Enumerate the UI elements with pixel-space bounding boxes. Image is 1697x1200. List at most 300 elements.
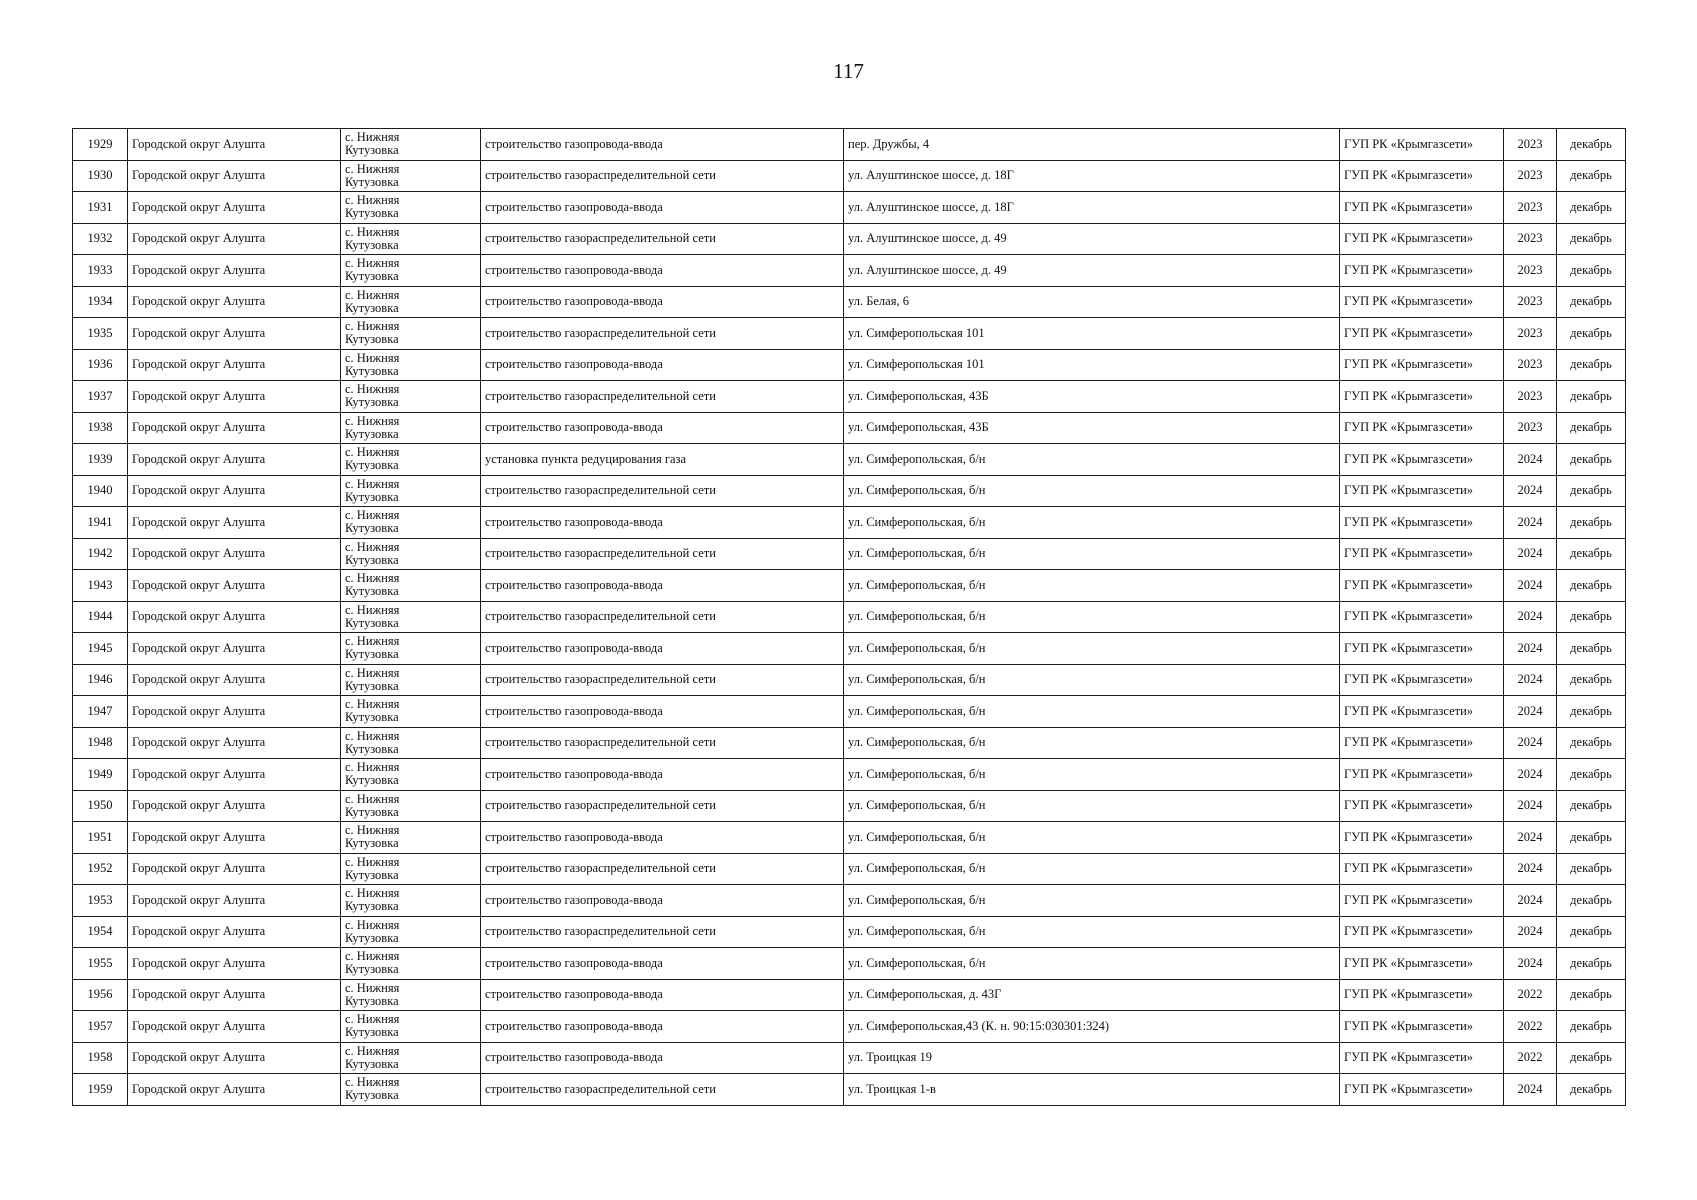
address-cell: ул. Алуштинское шоссе, д. 18Г <box>844 160 1340 192</box>
year-cell: 2022 <box>1504 1042 1557 1074</box>
address-cell: ул. Симферопольская, б/н <box>844 727 1340 759</box>
village-line: Кутузовка <box>345 552 399 567</box>
month-cell: декабрь <box>1557 1074 1626 1106</box>
month-cell: декабрь <box>1557 507 1626 539</box>
address-cell: ул. Симферопольская, б/н <box>844 507 1340 539</box>
month-cell: декабрь <box>1557 696 1626 728</box>
village-line: Кутузовка <box>345 1088 399 1103</box>
village-cell <box>341 664 481 696</box>
table-row <box>73 538 1626 570</box>
work-type-cell: строительство газораспределительной сети <box>481 916 844 948</box>
village-line: с. Нижняя <box>345 1012 400 1027</box>
district-cell: Городской округ Алушта <box>128 916 341 948</box>
village-line: Кутузовка <box>345 836 399 851</box>
work-type-cell: строительство газопровода-ввода <box>481 192 844 224</box>
village-cell <box>341 727 481 759</box>
village-line: с. Нижняя <box>345 760 400 775</box>
table-row <box>73 318 1626 350</box>
village-cell <box>341 381 481 413</box>
organization-cell: ГУП РК «Крымгазсети» <box>1340 885 1504 917</box>
organization-cell: ГУП РК «Крымгазсети» <box>1340 318 1504 350</box>
year-cell: 2023 <box>1504 160 1557 192</box>
village-line: с. Нижняя <box>345 539 400 554</box>
row-number-cell: 1939 <box>73 444 128 476</box>
village-line: Кутузовка <box>345 300 399 315</box>
village-line: Кутузовка <box>345 489 399 504</box>
address-cell: ул. Симферопольская, б/н <box>844 538 1340 570</box>
year-cell: 2024 <box>1504 727 1557 759</box>
year-cell: 2024 <box>1504 916 1557 948</box>
district-cell: Городской округ Алушта <box>128 223 341 255</box>
village-cell <box>341 538 481 570</box>
table-row <box>73 507 1626 539</box>
district-cell: Городской округ Алушта <box>128 885 341 917</box>
organization-cell: ГУП РК «Крымгазсети» <box>1340 160 1504 192</box>
village-line: с. Нижняя <box>345 413 400 428</box>
row-number-cell: 1957 <box>73 1011 128 1043</box>
district-cell: Городской округ Алушта <box>128 381 341 413</box>
district-cell: Городской округ Алушта <box>128 948 341 980</box>
village-cell <box>341 1074 481 1106</box>
year-cell: 2023 <box>1504 286 1557 318</box>
row-number-cell: 1934 <box>73 286 128 318</box>
district-cell: Городской округ Алушта <box>128 538 341 570</box>
village-cell <box>341 223 481 255</box>
organization-cell: ГУП РК «Крымгазсети» <box>1340 349 1504 381</box>
district-cell: Городской округ Алушта <box>128 192 341 224</box>
address-cell: ул. Алуштинское шоссе, д. 49 <box>844 223 1340 255</box>
row-number-cell: 1944 <box>73 601 128 633</box>
address-cell: ул. Симферопольская, б/н <box>844 601 1340 633</box>
work-type-cell: строительство газораспределительной сети <box>481 223 844 255</box>
month-cell: декабрь <box>1557 916 1626 948</box>
district-cell: Городской округ Алушта <box>128 160 341 192</box>
address-cell: ул. Симферопольская, б/н <box>844 570 1340 602</box>
address-cell: ул. Симферопольская, д. 43Г <box>844 979 1340 1011</box>
district-cell: Городской округ Алушта <box>128 664 341 696</box>
work-type-cell: строительство газопровода-ввода <box>481 570 844 602</box>
address-cell: ул. Троицкая 1-в <box>844 1074 1340 1106</box>
address-cell: ул. Симферопольская, б/н <box>844 822 1340 854</box>
work-type-cell: строительство газораспределительной сети <box>481 538 844 570</box>
village-line: с. Нижняя <box>345 886 400 901</box>
table-row <box>73 349 1626 381</box>
month-cell: декабрь <box>1557 192 1626 224</box>
work-type-cell: строительство газораспределительной сети <box>481 318 844 350</box>
month-cell: декабрь <box>1557 601 1626 633</box>
village-line: с. Нижняя <box>345 350 400 365</box>
village-cell <box>341 853 481 885</box>
address-cell: ул. Симферопольская, б/н <box>844 759 1340 791</box>
table-row <box>73 286 1626 318</box>
village-line: с. Нижняя <box>345 287 400 302</box>
organization-cell: ГУП РК «Крымгазсети» <box>1340 1074 1504 1106</box>
village-line: Кутузовка <box>345 332 399 347</box>
table-row <box>73 570 1626 602</box>
year-cell: 2024 <box>1504 948 1557 980</box>
village-line: Кутузовка <box>345 458 399 473</box>
organization-cell: ГУП РК «Крымгазсети» <box>1340 822 1504 854</box>
table-row <box>73 759 1626 791</box>
table-row <box>73 444 1626 476</box>
month-cell: декабрь <box>1557 790 1626 822</box>
year-cell: 2024 <box>1504 790 1557 822</box>
village-line: с. Нижняя <box>345 571 400 586</box>
table-row <box>73 696 1626 728</box>
district-cell: Городской округ Алушта <box>128 853 341 885</box>
organization-cell: ГУП РК «Крымгазсети» <box>1340 538 1504 570</box>
district-cell: Городской округ Алушта <box>128 475 341 507</box>
month-cell: декабрь <box>1557 318 1626 350</box>
month-cell: декабрь <box>1557 160 1626 192</box>
district-cell: Городской округ Алушта <box>128 349 341 381</box>
address-cell: ул. Симферопольская 101 <box>844 318 1340 350</box>
district-cell: Городской округ Алушта <box>128 727 341 759</box>
month-cell: декабрь <box>1557 822 1626 854</box>
organization-cell: ГУП РК «Крымгазсети» <box>1340 507 1504 539</box>
village-line: Кутузовка <box>345 363 399 378</box>
village-line: Кутузовка <box>345 804 399 819</box>
village-cell <box>341 601 481 633</box>
village-cell <box>341 1042 481 1074</box>
village-cell <box>341 160 481 192</box>
organization-cell: ГУП РК «Крымгазсети» <box>1340 129 1504 161</box>
village-line: Кутузовка <box>345 237 399 252</box>
table-row <box>73 192 1626 224</box>
year-cell: 2024 <box>1504 444 1557 476</box>
address-cell: ул. Алуштинское шоссе, д. 49 <box>844 255 1340 287</box>
village-line: Кутузовка <box>345 993 399 1008</box>
village-line: Кутузовка <box>345 584 399 599</box>
row-number-cell: 1932 <box>73 223 128 255</box>
organization-cell: ГУП РК «Крымгазсети» <box>1340 1042 1504 1074</box>
work-type-cell: строительство газораспределительной сети <box>481 727 844 759</box>
work-type-cell: строительство газопровода-ввода <box>481 286 844 318</box>
village-line: с. Нижняя <box>345 476 400 491</box>
address-cell: ул. Белая, 6 <box>844 286 1340 318</box>
work-type-cell: строительство газораспределительной сети <box>481 790 844 822</box>
village-line: с. Нижняя <box>345 665 400 680</box>
month-cell: декабрь <box>1557 759 1626 791</box>
month-cell: декабрь <box>1557 129 1626 161</box>
work-type-cell: строительство газопровода-ввода <box>481 1011 844 1043</box>
row-number-cell: 1953 <box>73 885 128 917</box>
district-cell: Городской округ Алушта <box>128 444 341 476</box>
village-cell <box>341 790 481 822</box>
table-row <box>73 255 1626 287</box>
table-row <box>73 160 1626 192</box>
row-number-cell: 1941 <box>73 507 128 539</box>
row-number-cell: 1931 <box>73 192 128 224</box>
district-cell: Городской округ Алушта <box>128 570 341 602</box>
address-cell: ул. Симферопольская,43 (К. н. 90:15:030301:324) <box>844 1011 1340 1043</box>
village-line: с. Нижняя <box>345 224 400 239</box>
work-type-cell: строительство газопровода-ввода <box>481 1042 844 1074</box>
village-line: с. Нижняя <box>345 256 400 271</box>
address-cell: ул. Симферопольская, б/н <box>844 916 1340 948</box>
month-cell: декабрь <box>1557 948 1626 980</box>
village-line: Кутузовка <box>345 206 399 221</box>
village-line: Кутузовка <box>345 647 399 662</box>
organization-cell: ГУП РК «Крымгазсети» <box>1340 286 1504 318</box>
organization-cell: ГУП РК «Крымгазсети» <box>1340 444 1504 476</box>
village-cell <box>341 255 481 287</box>
table-row <box>73 1074 1626 1106</box>
work-type-cell: строительство газопровода-ввода <box>481 349 844 381</box>
district-cell: Городской округ Алушта <box>128 1042 341 1074</box>
village-line: Кутузовка <box>345 395 399 410</box>
village-line: с. Нижняя <box>345 791 400 806</box>
year-cell: 2023 <box>1504 129 1557 161</box>
village-cell <box>341 412 481 444</box>
village-cell <box>341 1011 481 1043</box>
work-type-cell: строительство газопровода-ввода <box>481 948 844 980</box>
year-cell: 2024 <box>1504 759 1557 791</box>
month-cell: декабрь <box>1557 255 1626 287</box>
village-line: Кутузовка <box>345 741 399 756</box>
village-cell <box>341 916 481 948</box>
village-line: с. Нижняя <box>345 1043 400 1058</box>
village-line: Кутузовка <box>345 962 399 977</box>
address-cell: ул. Симферопольская, б/н <box>844 444 1340 476</box>
district-cell: Городской округ Алушта <box>128 696 341 728</box>
district-cell: Городской округ Алушта <box>128 822 341 854</box>
village-line: Кутузовка <box>345 710 399 725</box>
district-cell: Городской округ Алушта <box>128 255 341 287</box>
village-line: с. Нижняя <box>345 854 400 869</box>
row-number-cell: 1952 <box>73 853 128 885</box>
table-row <box>73 1042 1626 1074</box>
village-line: с. Нижняя <box>345 949 400 964</box>
row-number-cell: 1951 <box>73 822 128 854</box>
table-body <box>73 129 1626 1106</box>
organization-cell: ГУП РК «Крымгазсети» <box>1340 601 1504 633</box>
row-number-cell: 1940 <box>73 475 128 507</box>
row-number-cell: 1929 <box>73 129 128 161</box>
village-line: с. Нижняя <box>345 917 400 932</box>
year-cell: 2024 <box>1504 507 1557 539</box>
year-cell: 2023 <box>1504 192 1557 224</box>
month-cell: декабрь <box>1557 885 1626 917</box>
month-cell: декабрь <box>1557 538 1626 570</box>
address-cell: ул. Симферопольская, б/н <box>844 948 1340 980</box>
district-cell: Городской округ Алушта <box>128 507 341 539</box>
organization-cell: ГУП РК «Крымгазсети» <box>1340 916 1504 948</box>
village-line: с. Нижняя <box>345 634 400 649</box>
village-line: с. Нижняя <box>345 319 400 334</box>
year-cell: 2024 <box>1504 601 1557 633</box>
village-line: Кутузовка <box>345 1025 399 1040</box>
year-cell: 2023 <box>1504 255 1557 287</box>
work-type-cell: строительство газораспределительной сети <box>481 853 844 885</box>
village-line: с. Нижняя <box>345 602 400 617</box>
village-line: Кутузовка <box>345 899 399 914</box>
district-cell: Городской округ Алушта <box>128 1011 341 1043</box>
table-row <box>73 979 1626 1011</box>
month-cell: декабрь <box>1557 633 1626 665</box>
address-cell: ул. Симферопольская, б/н <box>844 696 1340 728</box>
village-line: Кутузовка <box>345 269 399 284</box>
village-line: Кутузовка <box>345 1056 399 1071</box>
village-cell <box>341 696 481 728</box>
address-cell: ул. Симферопольская, б/н <box>844 885 1340 917</box>
organization-cell: ГУП РК «Крымгазсети» <box>1340 727 1504 759</box>
table-row <box>73 381 1626 413</box>
row-number-cell: 1937 <box>73 381 128 413</box>
table-row <box>73 885 1626 917</box>
village-line: Кутузовка <box>345 521 399 536</box>
year-cell: 2023 <box>1504 412 1557 444</box>
month-cell: декабрь <box>1557 475 1626 507</box>
address-cell: пер. Дружбы, 4 <box>844 129 1340 161</box>
village-cell <box>341 444 481 476</box>
table-row <box>73 223 1626 255</box>
year-cell: 2022 <box>1504 979 1557 1011</box>
work-type-cell: строительство газопровода-ввода <box>481 633 844 665</box>
row-number-cell: 1938 <box>73 412 128 444</box>
month-cell: декабрь <box>1557 570 1626 602</box>
village-cell <box>341 507 481 539</box>
row-number-cell: 1942 <box>73 538 128 570</box>
district-cell: Городской округ Алушта <box>128 286 341 318</box>
year-cell: 2024 <box>1504 664 1557 696</box>
table-row <box>73 475 1626 507</box>
village-cell <box>341 129 481 161</box>
address-cell: ул. Алуштинское шоссе, д. 18Г <box>844 192 1340 224</box>
work-type-cell: строительство газораспределительной сети <box>481 601 844 633</box>
work-type-cell: строительство газопровода-ввода <box>481 129 844 161</box>
village-line: с. Нижняя <box>345 193 400 208</box>
organization-cell: ГУП РК «Крымгазсети» <box>1340 412 1504 444</box>
address-cell: ул. Троицкая 19 <box>844 1042 1340 1074</box>
work-type-cell: строительство газопровода-ввода <box>481 759 844 791</box>
month-cell: декабрь <box>1557 223 1626 255</box>
table-row <box>73 664 1626 696</box>
row-number-cell: 1936 <box>73 349 128 381</box>
table-row <box>73 822 1626 854</box>
row-number-cell: 1933 <box>73 255 128 287</box>
organization-cell: ГУП РК «Крымгазсети» <box>1340 223 1504 255</box>
table-row <box>73 853 1626 885</box>
year-cell: 2024 <box>1504 696 1557 728</box>
month-cell: декабрь <box>1557 727 1626 759</box>
organization-cell: ГУП РК «Крымгазсети» <box>1340 790 1504 822</box>
address-cell: ул. Симферопольская, б/н <box>844 790 1340 822</box>
row-number-cell: 1956 <box>73 979 128 1011</box>
address-cell: ул. Симферопольская, б/н <box>844 853 1340 885</box>
month-cell: декабрь <box>1557 286 1626 318</box>
district-cell: Городской округ Алушта <box>128 129 341 161</box>
organization-cell: ГУП РК «Крымгазсети» <box>1340 381 1504 413</box>
year-cell: 2023 <box>1504 381 1557 413</box>
organization-cell: ГУП РК «Крымгазсети» <box>1340 192 1504 224</box>
work-type-cell: строительство газопровода-ввода <box>481 255 844 287</box>
village-cell <box>341 318 481 350</box>
village-line: с. Нижняя <box>345 382 400 397</box>
month-cell: декабрь <box>1557 1011 1626 1043</box>
village-cell <box>341 633 481 665</box>
year-cell: 2024 <box>1504 633 1557 665</box>
row-number-cell: 1958 <box>73 1042 128 1074</box>
address-cell: ул. Симферопольская, б/н <box>844 633 1340 665</box>
district-cell: Городской округ Алушта <box>128 318 341 350</box>
village-line: Кутузовка <box>345 174 399 189</box>
month-cell: декабрь <box>1557 1042 1626 1074</box>
month-cell: декабрь <box>1557 349 1626 381</box>
village-line: Кутузовка <box>345 930 399 945</box>
village-line: с. Нижняя <box>345 1075 400 1090</box>
work-type-cell: строительство газопровода-ввода <box>481 979 844 1011</box>
village-line: с. Нижняя <box>345 823 400 838</box>
work-type-cell: строительство газопровода-ввода <box>481 822 844 854</box>
village-line: с. Нижняя <box>345 161 400 176</box>
row-number-cell: 1947 <box>73 696 128 728</box>
table-row <box>73 790 1626 822</box>
district-cell: Городской округ Алушта <box>128 601 341 633</box>
village-line: Кутузовка <box>345 143 399 158</box>
year-cell: 2024 <box>1504 475 1557 507</box>
village-line: с. Нижняя <box>345 445 400 460</box>
page-number: 117 <box>833 59 864 83</box>
village-cell <box>341 979 481 1011</box>
district-cell: Городской округ Алушта <box>128 790 341 822</box>
work-type-cell: установка пункта редуцирования газа <box>481 444 844 476</box>
village-line: Кутузовка <box>345 615 399 630</box>
organization-cell: ГУП РК «Крымгазсети» <box>1340 255 1504 287</box>
address-cell: ул. Симферопольская, 43Б <box>844 381 1340 413</box>
row-number-cell: 1946 <box>73 664 128 696</box>
district-cell: Городской округ Алушта <box>128 633 341 665</box>
work-type-cell: строительство газопровода-ввода <box>481 412 844 444</box>
address-cell: ул. Симферопольская, б/н <box>844 664 1340 696</box>
year-cell: 2023 <box>1504 318 1557 350</box>
month-cell: декабрь <box>1557 412 1626 444</box>
work-type-cell: строительство газораспределительной сети <box>481 160 844 192</box>
work-type-cell: строительство газораспределительной сети <box>481 1074 844 1106</box>
village-line: с. Нижняя <box>345 508 400 523</box>
village-line: с. Нижняя <box>345 980 400 995</box>
village-cell <box>341 759 481 791</box>
year-cell: 2024 <box>1504 1074 1557 1106</box>
row-number-cell: 1943 <box>73 570 128 602</box>
table-row <box>73 633 1626 665</box>
organization-cell: ГУП РК «Крымгазсети» <box>1340 1011 1504 1043</box>
work-type-cell: строительство газораспределительной сети <box>481 664 844 696</box>
month-cell: декабрь <box>1557 853 1626 885</box>
table-row <box>73 948 1626 980</box>
village-line: Кутузовка <box>345 426 399 441</box>
year-cell: 2022 <box>1504 1011 1557 1043</box>
row-number-cell: 1950 <box>73 790 128 822</box>
district-cell: Городской округ Алушта <box>128 412 341 444</box>
year-cell: 2024 <box>1504 822 1557 854</box>
row-number-cell: 1948 <box>73 727 128 759</box>
month-cell: декабрь <box>1557 381 1626 413</box>
village-line: Кутузовка <box>345 773 399 788</box>
village-line: с. Нижняя <box>345 130 400 145</box>
table-row <box>73 727 1626 759</box>
organization-cell: ГУП РК «Крымгазсети» <box>1340 664 1504 696</box>
row-number-cell: 1945 <box>73 633 128 665</box>
year-cell: 2024 <box>1504 885 1557 917</box>
organization-cell: ГУП РК «Крымгазсети» <box>1340 948 1504 980</box>
row-number-cell: 1949 <box>73 759 128 791</box>
address-cell: ул. Симферопольская 101 <box>844 349 1340 381</box>
village-line: с. Нижняя <box>345 728 400 743</box>
village-cell <box>341 192 481 224</box>
village-cell <box>341 286 481 318</box>
organization-cell: ГУП РК «Крымгазсети» <box>1340 633 1504 665</box>
